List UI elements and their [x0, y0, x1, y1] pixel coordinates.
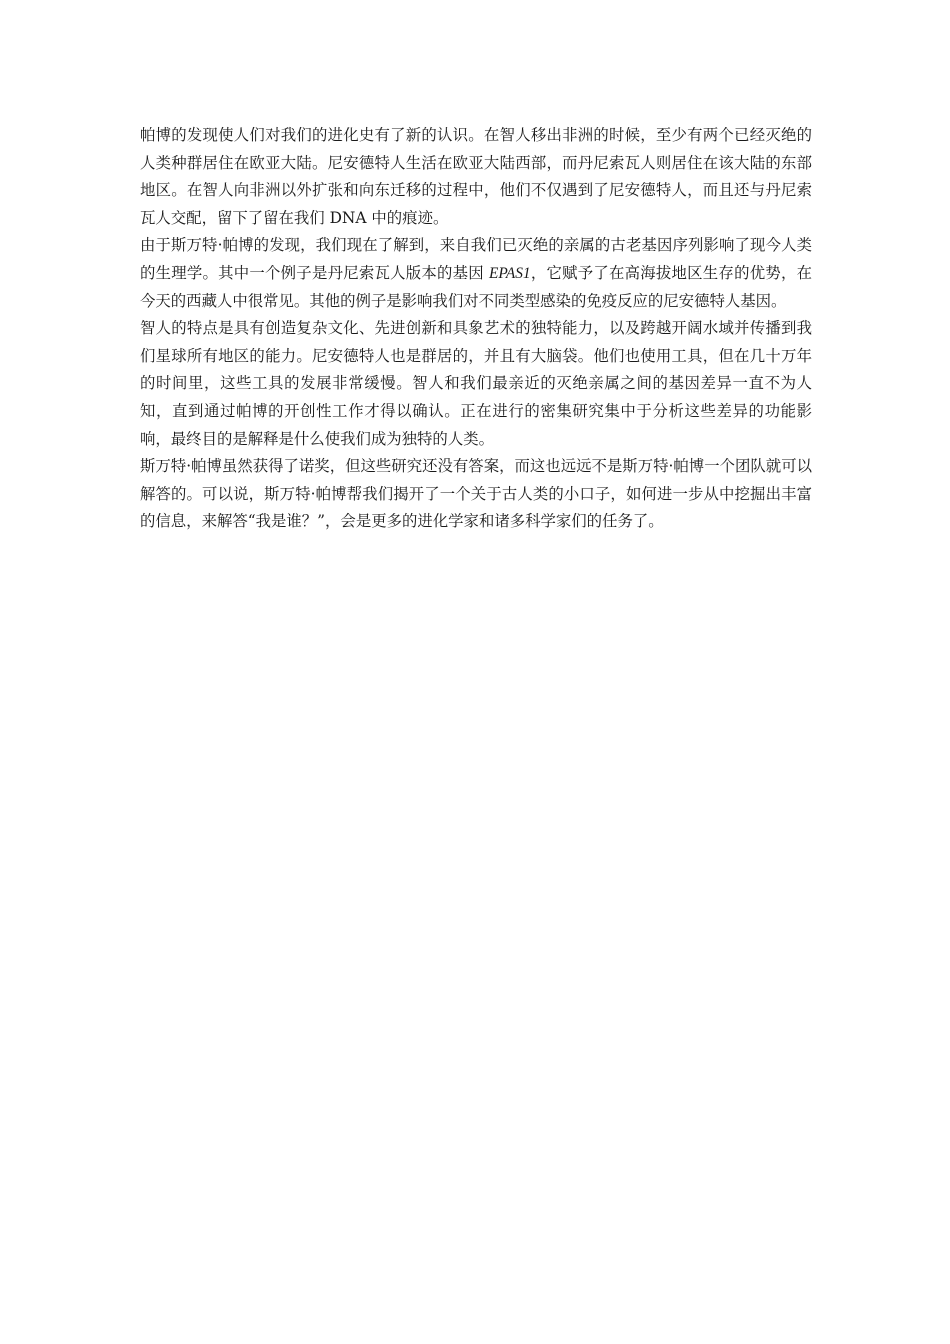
- paragraph-2-text-before: 由于斯万特·帕博的发现，我们现在了解到，来自我们已灭绝的亲属的古老基因序列影响了现今人类的生理学。其中一个例子是丹尼索瓦人版本的基因: [140, 236, 812, 282]
- paragraph-1: [140, 122, 812, 232]
- paragraph-1-text: 帕博的发现使人们对我们的进化史有了新的认识。在智人移出非洲的时候，至少有两个已经灭绝的人类种群居住在欧亚大陆。尼安德特人生活在欧亚大陆西部，而丹尼索瓦人则居住在该大陆的东部地区。在智人向非洲以外扩张和向东迁移的过程中，他们不仅遇到了尼安德特人，而且还与丹尼索瓦人交配，留下了留在我们 DNA 中的痕迹。: [140, 126, 812, 227]
- paragraph-3-text: 智人的特点是具有创造复杂文化、先进创新和具象艺术的独特能力，以及跨越开阔水域并传播到我们星球所有地区的能力。尼安德特人也是群居的，并且有大脑袋。他们也使用工具，但在几十万年的时间里，这些工具的发展非常缓慢。智人和我们最亲近的灭绝亲属之间的基因差异一直不为人知，直到通过帕博的开创性工作才得以确认。正在进行的密集研究集中于分析这些差异的功能影响，最终目的是解释是什么使我们成为独特的人类。: [140, 319, 812, 448]
- paragraph-2: [140, 232, 812, 315]
- document-body: [140, 122, 812, 536]
- paragraph-4-text: 斯万特·帕博虽然获得了诺奖，但这些研究还没有答案，而这也远远不是斯万特·帕博一个团队就可以解答的。可以说，斯万特·帕博帮我们揭开了一个关于古人类的小口子，如何进一步从中挖掘出丰富的信息，来解答“我是谁？”，会是更多的进化学家和诸多科学家们的任务了。: [140, 457, 812, 531]
- paragraph-3: [140, 315, 812, 453]
- paragraph-4: [140, 453, 812, 536]
- paragraph-2-text-after: ，它赋予了在高海拔地区生存的优势，在今天的西藏人中很常见。其他的例子是影响我们对不同类型感染的免疫反应的尼安德特人基因。: [140, 263, 812, 310]
- gene-name-epas1: EPAS1: [489, 264, 531, 282]
